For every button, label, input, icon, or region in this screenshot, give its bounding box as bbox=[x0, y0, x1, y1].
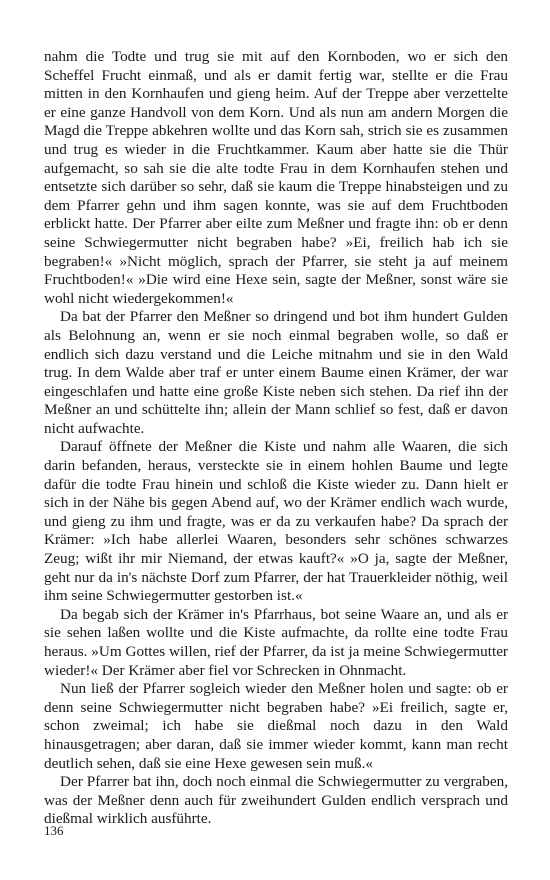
paragraph-6: Der Pfarrer bat ihn, doch noch einmal die Schwiegermutter zu vergraben, was der Meßner denn auch für zweihundert Gulden endlich versprach und dießmal wirklich ausführte. bbox=[44, 773, 508, 828]
page-text-block bbox=[44, 48, 508, 829]
paragraph-2: Da bat der Pfarrer den Meßner so dringend und bot ihm hundert Gulden als Belohnung an, wenn er sie noch einmal begraben wolle, so daß er endlich sich dazu verstand und die Leiche mitnahm und sie in den Wald trug. In dem Walde aber traf er unter einem Baume einen Krämer, der war eingeschlafen und hatte eine große Kiste neben sich stehen. Da rief ihn der Meßner an und schüttelte ihn; allein der Mann schlief so fest, daß er davon nicht aufwachte. bbox=[44, 308, 508, 437]
paragraph-3: Darauf öffnete der Meßner die Kiste und nahm alle Waaren, die sich darin befanden, heraus, versteckte sie in einem hohlen Baume und legte dafür die todte Frau hinein und schloß die Kiste wieder zu. Dann hielt er sich in der Nähe bis gegen Abend auf, wo der Krämer endlich wach wurde, und gieng zu ihm und fragte, was er da zu verkaufen habe? Da sprach der Krämer: »Ich habe allerlei Waaren, besonders sehr schönes schwarzes Zeug; wißt ihr mir Niemand, der etwas kauft?« »O ja, sagte der Meßner, geht nur da in's nächste Dorf zum Pfarrer, der hat Trauerkleider nöthig, weil ihm seine Schwiegermutter gestorben ist.« bbox=[44, 438, 508, 605]
page-number: 136 bbox=[44, 823, 64, 838]
paragraph-1: nahm die Todte und trug sie mit auf den Kornboden, wo er sich den Scheffel Frucht einmaß, und als er damit fertig war, stellte er die Frau mitten in den Kornhaufen und gieng heim. Auf der Treppe aber verzettelte er eine ganze Handvoll von dem Korn. Und als nun am andern Morgen die Magd die Treppe abkehren wollte und das Korn sah, strich sie es zusammen und trug es wieder in die Fruchtkammer. Kaum aber hatte sie die Thür aufgemacht, so sah sie die alte todte Frau in dem Kornhaufen stehen und entsetzte sich darüber so sehr, daß sie kaum die Treppe hinabsteigen und zu dem Pfarrer gehn und ihm sagen konnte, was sie auf dem Fruchtboden erblickt hatte. Der Pfarrer aber eilte zum Meßner und fragte ihn: ob er denn seine Schwiegermutter nicht begraben habe? »Ei, freilich hab ich sie begraben!« »Nicht möglich, sprach der Pfarrer, sie steht ja auf meinem Fruchtboden!« »Die wird eine Hexe sein, sagte der Meßner, sonst wäre sie wohl nicht wiedergekommen!« bbox=[44, 48, 508, 307]
paragraph-5: Nun ließ der Pfarrer sogleich wieder den Meßner holen und sagte: ob er denn seine Schwiegermutter nicht begraben habe? »Ei freilich, sagte er, schon zweimal; ich habe sie dießmal noch dazu in den Wald hinausgetragen; aber daran, daß sie immer wieder kommt, kann man recht deutlich sehen, daß sie eine Hexe gewesen sein muß.« bbox=[44, 680, 508, 772]
paragraph-4: Da begab sich der Krämer in's Pfarrhaus, bot seine Waare an, und als er sie sehen laßen wollte und die Kiste aufmachte, da rollte eine todte Frau heraus. »Um Gottes willen, rief der Pfarrer, da ist ja meine Schwiegermutter wieder!« Der Krämer aber fiel vor Schrecken in Ohnmacht. bbox=[44, 605, 508, 679]
